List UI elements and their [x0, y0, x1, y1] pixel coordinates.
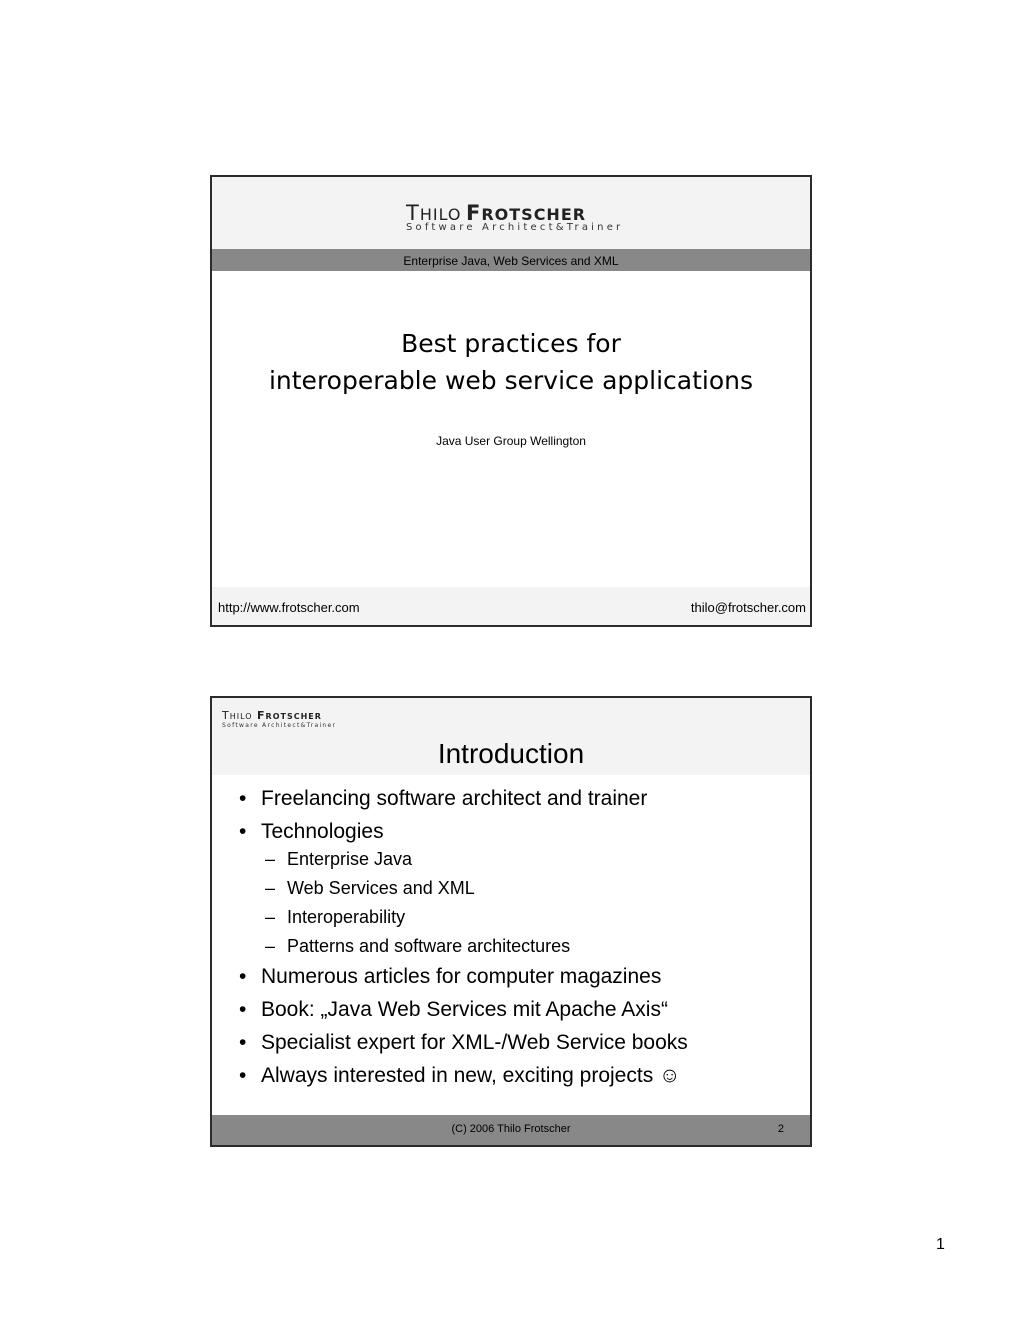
logo-letters: HILO: [419, 205, 462, 224]
logo-letter: F: [465, 201, 482, 225]
sub-list-item: – Enterprise Java: [261, 848, 688, 870]
list-item: • Always interested in new, exciting projects ☺: [239, 1063, 688, 1089]
title-line-1: Best practices for: [401, 329, 621, 358]
logo-letter: T: [222, 709, 230, 722]
title-line-2: interoperable web service applications: [268, 366, 754, 395]
slide-title: [212, 325, 810, 399]
slide-title: Introduction: [437, 738, 585, 769]
logo-letter: T: [406, 201, 420, 225]
list-item: • Freelancing software architect and trainer: [239, 786, 688, 812]
logo-tagline: Software Architect&Trainer: [406, 222, 624, 233]
slide-2: [210, 696, 812, 1147]
list-item: • Numerous articles for computer magazines: [239, 964, 688, 990]
list-item-text: Technologies: [261, 820, 384, 843]
slide-header: [212, 177, 810, 249]
email-address: thilo@frotscher.com: [690, 600, 806, 615]
slide-footer: [212, 587, 810, 625]
list-item: • Specialist expert for XML-/Web Service books: [239, 1030, 688, 1056]
website-url: http://www.frotscher.com: [218, 600, 360, 615]
slide-band: Enterprise Java, Web Services and XML: [212, 249, 810, 271]
thilo-frotscher-logo: [222, 706, 336, 729]
slide-header: [212, 698, 810, 775]
slide-footer: [212, 1115, 810, 1145]
list-item: [239, 819, 688, 957]
bullet-list: [239, 786, 688, 1096]
sub-list-item: – Patterns and software architectures: [261, 935, 688, 957]
thilo-frotscher-logo: [406, 201, 623, 233]
page-number: 1: [936, 1236, 945, 1253]
sub-list-item: – Web Services and XML: [261, 877, 688, 899]
slide-1: [210, 175, 812, 627]
logo-letters: ROTSCHER: [265, 712, 322, 721]
slide-number: 2: [777, 1123, 784, 1135]
list-item: • Book: „Java Web Services mit Apache Axis“: [239, 997, 688, 1023]
logo-letters: HILO: [229, 712, 253, 721]
logo-letter: F: [257, 709, 266, 722]
copyright: (C) 2006 Thilo Frotscher: [451, 1123, 571, 1135]
logo-letters: ROTSCHER: [481, 205, 587, 224]
logo-tagline: Software Architect&Trainer: [222, 722, 337, 729]
sub-list-item: – Interoperability: [261, 906, 688, 928]
sub-list: [261, 848, 688, 957]
slide-subtitle: Java User Group Wellington: [436, 434, 586, 448]
